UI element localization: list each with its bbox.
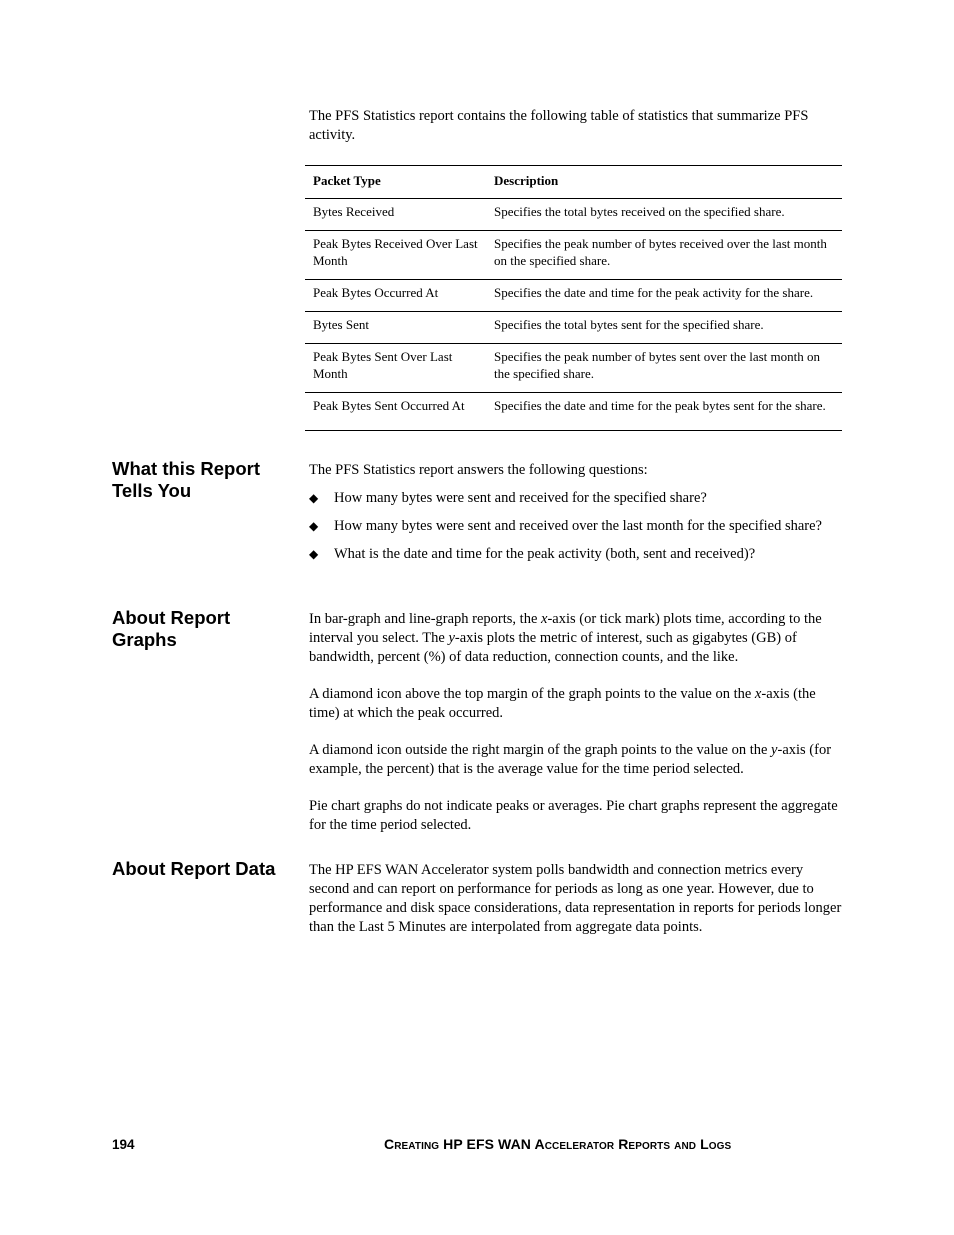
page-number: 194 [112, 1137, 135, 1152]
list-item [309, 545, 843, 564]
data-paragraph-1: The HP EFS WAN Accelerator system polls bandwidth and connection metrics every second and can report on performance for periods as long as one year. However, due to performance and disk space considerations, data representation in reports for periods longer than the Last 5 Minutes are interpolated from aggregate data points. [309, 862, 842, 935]
table-row [305, 393, 842, 431]
packet-type-cell: Peak Bytes Sent Occurred At [305, 393, 486, 431]
table-header-row [305, 166, 842, 199]
table-row [305, 280, 842, 312]
list-item-text: What is the date and time for the peak activity (both, sent and received)? [334, 546, 756, 562]
packet-type-cell: Bytes Sent [305, 312, 486, 344]
packet-type-cell: Peak Bytes Sent Over Last Month [305, 344, 486, 393]
table-row [305, 199, 842, 231]
description-cell: Specifies the date and time for the peak bytes sent for the share. [486, 393, 842, 431]
list-item-text: How many bytes were sent and received for the specified share? [334, 490, 707, 506]
packet-type-cell: Bytes Received [305, 199, 486, 231]
column-header-packet-type: Packet Type [305, 166, 486, 199]
section-body-graphs [309, 610, 843, 853]
tells-lead-paragraph: The PFS Statistics report answers the following questions: [309, 462, 648, 478]
graphs-paragraph-3: A diamond icon outside the right margin of the graph points to the value on the y-axis (for example, the percent) that is the average value for the time period selected. [309, 742, 832, 777]
graphs-paragraph-2: A diamond icon above the top margin of the graph points to the value on the x-axis (the time) at which the peak occurred. [309, 686, 816, 721]
section-body-tells [309, 461, 843, 573]
pfs-statistics-table [305, 165, 842, 431]
footer-title: Creating HP EFS WAN Accelerator Reports and Logs [384, 1136, 732, 1152]
packet-type-cell: Peak Bytes Received Over Last Month [305, 231, 486, 280]
section-heading-tells: What this Report Tells You [112, 458, 260, 501]
list-item-text: How many bytes were sent and received over the last month for the specified share? [334, 518, 822, 534]
diamond-bullet-icon: ◆ [309, 491, 319, 505]
section-body-data [309, 861, 843, 955]
graphs-paragraph-1: In bar-graph and line-graph reports, the x-axis (or tick mark) plots time, according to the interval you select. The y-axis plots the metric of interest, such as gigabytes (GB) of bandwidth, percent (%) of data reduction, connection counts, and the like. [309, 611, 822, 665]
section-heading-data: About Report Data [112, 858, 276, 879]
table-row [305, 231, 842, 280]
description-cell: Specifies the date and time for the peak activity for the share. [486, 280, 842, 312]
list-item [309, 517, 843, 536]
list-item [309, 489, 843, 508]
table-row [305, 312, 842, 344]
description-cell: Specifies the peak number of bytes sent over the last month on the specified share. [486, 344, 842, 393]
intro-paragraph: The PFS Statistics report contains the following table of statistics that summarize PFS activity. [309, 108, 809, 143]
column-header-description: Description [486, 166, 842, 199]
description-cell: Specifies the total bytes received on the specified share. [486, 199, 842, 231]
graphs-paragraph-4: Pie chart graphs do not indicate peaks or averages. Pie chart graphs represent the aggregate for the time period selected. [309, 798, 838, 833]
questions-list [309, 489, 843, 564]
diamond-bullet-icon: ◆ [309, 547, 319, 561]
section-heading-graphs: About Report Graphs [112, 607, 231, 650]
diamond-bullet-icon: ◆ [309, 519, 319, 533]
description-cell: Specifies the peak number of bytes received over the last month on the specified share. [486, 231, 842, 280]
description-cell: Specifies the total bytes sent for the specified share. [486, 312, 842, 344]
table-row [305, 344, 842, 393]
packet-type-cell: Peak Bytes Occurred At [305, 280, 486, 312]
